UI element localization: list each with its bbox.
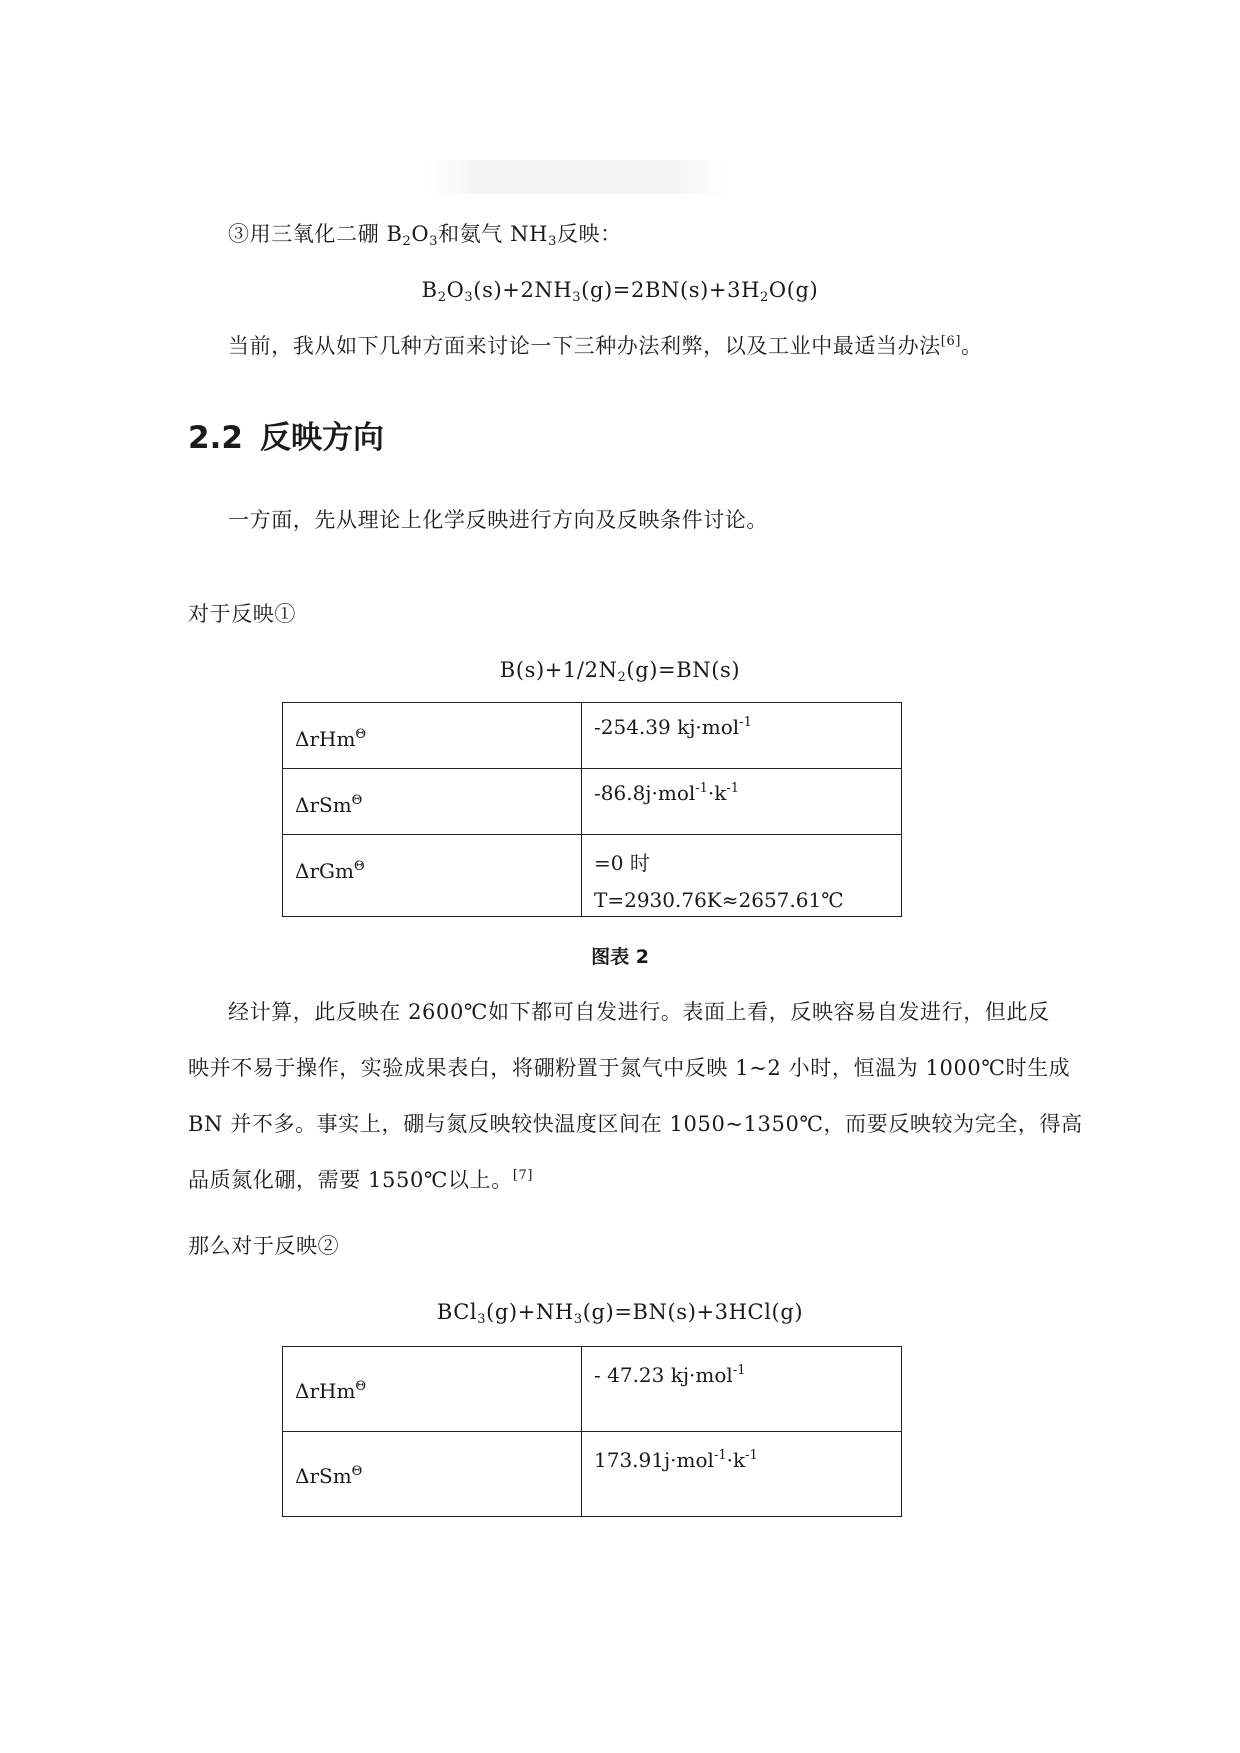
table-row — [283, 769, 902, 835]
table-cell-value: =0 时 T=2930.76K≈2657.61℃ — [582, 835, 902, 917]
section-title: 反映方向 — [260, 420, 384, 456]
table-cell-symbol: ΔrHm$^\Theta$ — [283, 703, 582, 769]
table-cell-value: $173.91j\cdot mol^{-1}\cdot k^{-1}$ — [582, 1432, 902, 1517]
paragraph-result-line2: 映并不易于操作，实验成果表白，将硼粉置于氮气中反映 1~2 小时，恒温为 1000℃时生成 — [188, 1056, 1071, 1080]
table-cell-value: $-86.8j\cdot mol^{-1}\cdot k^{-1}$ — [582, 769, 902, 835]
citation-ref: [7] — [512, 1168, 534, 1183]
paragraph-result-line1: 经计算，此反映在 2600℃如下都可自发进行。表面上看，反映容易自发进行，但此反 — [228, 1000, 1050, 1024]
table-row — [283, 703, 902, 769]
paragraph-result-line3: BN 并不多。事实上，硼与氮反映较快温度区间在 1050~1350℃，而要反映较为完全，得高 — [188, 1112, 1083, 1136]
table-cell-symbol: ΔrSm$^\Theta$ — [283, 1432, 582, 1517]
citation-ref: [6] — [940, 334, 962, 349]
table-row — [283, 1432, 902, 1517]
method3-intro: ③用三氧化二硼 $B_2O_3$和氨气 $NH_3$反映： — [228, 222, 622, 249]
reaction2-equation: $BCl_3(g)+NH_3(g)=BN(s)+3HCl(g)$ — [436, 1300, 804, 1327]
section-number: 2.2 — [188, 420, 243, 456]
table-cell-value: - 47.23 kj·mol$^{-1}$ — [582, 1347, 902, 1432]
table-cell-symbol: ΔrHm$^\Theta$ — [283, 1347, 582, 1432]
reaction1-table — [282, 702, 902, 917]
reaction2-label: 那么对于反映② — [188, 1234, 340, 1258]
reaction2-table — [282, 1346, 902, 1517]
table-row — [283, 835, 902, 917]
reaction1-equation: $B(s)+1/2N_2(g)=BN(s)$ — [499, 658, 741, 685]
section-heading — [188, 418, 384, 458]
method3-equation: $B_2O_3(s)+2NH_3(g)=2BN(s)+3H_2O(g)$ — [421, 278, 819, 305]
header-smudge — [428, 160, 728, 194]
reaction1-label: 对于反映① — [188, 602, 296, 626]
discussion-intro: 当前，我从如下几种方面来讨论一下三种办法利弊，以及工业中最适当办法[6]。 — [228, 334, 983, 358]
paragraph-result-line4: 品质氮化硼，需要 1550℃以上。[7] — [188, 1168, 534, 1192]
table-cell-symbol: ΔrGm$^\Theta$ — [283, 835, 582, 917]
table-cell-symbol: ΔrSm$^\Theta$ — [283, 769, 582, 835]
paragraph-theory: 一方面，先从理论上化学反映进行方向及反映条件讨论。 — [228, 508, 768, 532]
figure-caption: 图表 2 — [591, 946, 649, 968]
table-cell-value: -254.39 kj·mol$^{-1}$ — [582, 703, 902, 769]
table-row — [283, 1347, 902, 1432]
